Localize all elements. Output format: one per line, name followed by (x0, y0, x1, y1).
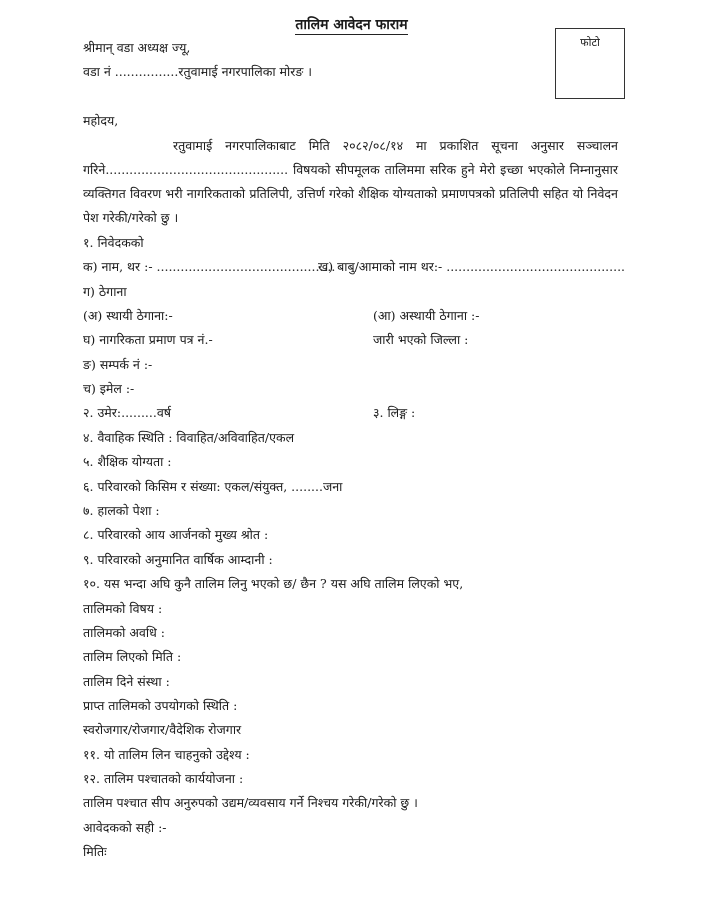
contact-no-field[interactable]: ङ) सम्पर्क नं :- (83, 357, 153, 372)
education-field[interactable]: ५. शैक्षिक योग्यता : (83, 454, 172, 469)
marital-status-field[interactable]: ४. वैवाहिक स्थिति : विवाहित/अविवाहित/एकल (83, 430, 295, 445)
income-source-field[interactable]: ८. परिवारको आय आर्जनको मुख्य श्रोत : (83, 527, 269, 542)
post-training-plan-field[interactable]: १२. तालिम पश्चातको कार्ययोजना : (83, 771, 244, 786)
training-institution-field[interactable]: तालिम दिने संस्था : (83, 674, 170, 689)
gender-field[interactable]: ३. लिङ्ग : (373, 405, 416, 420)
permanent-address-field[interactable]: (अ) स्थायी ठेगाना:- (83, 308, 173, 323)
occupation-field[interactable]: ७. हालको पेशा : (83, 503, 160, 518)
email-field[interactable]: च) इमेल :- (83, 381, 135, 396)
paragraph-line-4: पेश गरेकी/गरेको छु । (83, 210, 179, 225)
name-field[interactable]: क) नाम, थर :- ............................................. (83, 259, 336, 274)
applicant-heading: १. निवेदकको (83, 235, 144, 250)
family-type-field[interactable]: ६. परिवारको किसिम र संख्या: एकल/संयुक्त, ........जना (83, 479, 343, 494)
training-subject-field[interactable]: तालिमको विषय : (83, 601, 163, 616)
issued-district-field[interactable]: जारी भएको जिल्ला : (373, 332, 469, 347)
date-field[interactable]: मितिः (83, 844, 107, 859)
annual-income-field[interactable]: ९. परिवारको अनुमानित वार्षिक आम्दानी : (83, 552, 273, 567)
temporary-address-field[interactable]: (आ) अस्थायी ठेगाना :- (373, 308, 480, 323)
training-purpose-field[interactable]: ११. यो तालिम लिन चाहनुको उद्देश्य : (83, 747, 250, 762)
greeting: महोदय, (83, 113, 119, 128)
parent-name-field[interactable]: ख) बाबु/आमाको नाम थर:- ............................................. (318, 259, 626, 274)
paragraph-line-2: गरिने.............................................. विषयको सीपमूलक तालिममा सरिक हुने मेरो इच्छा भएकोले निम्नानुसार (83, 162, 618, 177)
training-date-field[interactable]: तालिम लिएको मिति : (83, 649, 182, 664)
address-heading: ग) ठेगाना (83, 284, 127, 299)
training-duration-field[interactable]: तालिमको अवधि : (83, 625, 165, 640)
salutation-to: श्रीमान् वडा अध्यक्ष ज्यू, (83, 40, 191, 55)
paragraph-line-3: व्यक्तिगत विवरण भरी नागरिकताको प्रतिलिपी, उत्तिर्ण गरेको शैक्षिक योग्यताको प्रमाणपत्रको प्रतिलिपी सहित यो निवेदन (83, 186, 618, 201)
paragraph-line-1: रतुवामाई नगरपालिकाबाट मिति २०८२/०८/१४ मा प्रकाशित सूचना अनुसार सञ्चालन (173, 138, 618, 153)
form-title: तालिम आवेदन फाराम (295, 17, 408, 33)
employment-type-options: स्वरोजगार/रोजगार/वैदेशिक रोजगार (83, 722, 242, 737)
photo-label: फोटो (580, 36, 600, 49)
citizenship-no-field[interactable]: घ) नागरिकता प्रमाण पत्र नं.- (83, 332, 213, 347)
previous-training-question: १०. यस भन्दा अघि कुनै तालिम लिनु भएको छ/ छैन ? यस अघि तालिम लिएको भए, (83, 576, 464, 591)
signature-field[interactable]: आवेदकको सही :- (83, 820, 167, 835)
commitment-statement: तालिम पश्चात सीप अनुरुपको उद्यम/व्यवसाय गर्ने निश्चय गरेकी/गरेको छु । (83, 795, 418, 810)
ward-line: वडा नं ................रतुवामाई नगरपालिका मोरङ । (83, 64, 313, 79)
photo-box (555, 28, 625, 99)
age-field[interactable]: २. उमेर:.........वर्ष (83, 405, 172, 420)
training-usage-field[interactable]: प्राप्त तालिमको उपयोगको स्थिति : (83, 698, 238, 713)
